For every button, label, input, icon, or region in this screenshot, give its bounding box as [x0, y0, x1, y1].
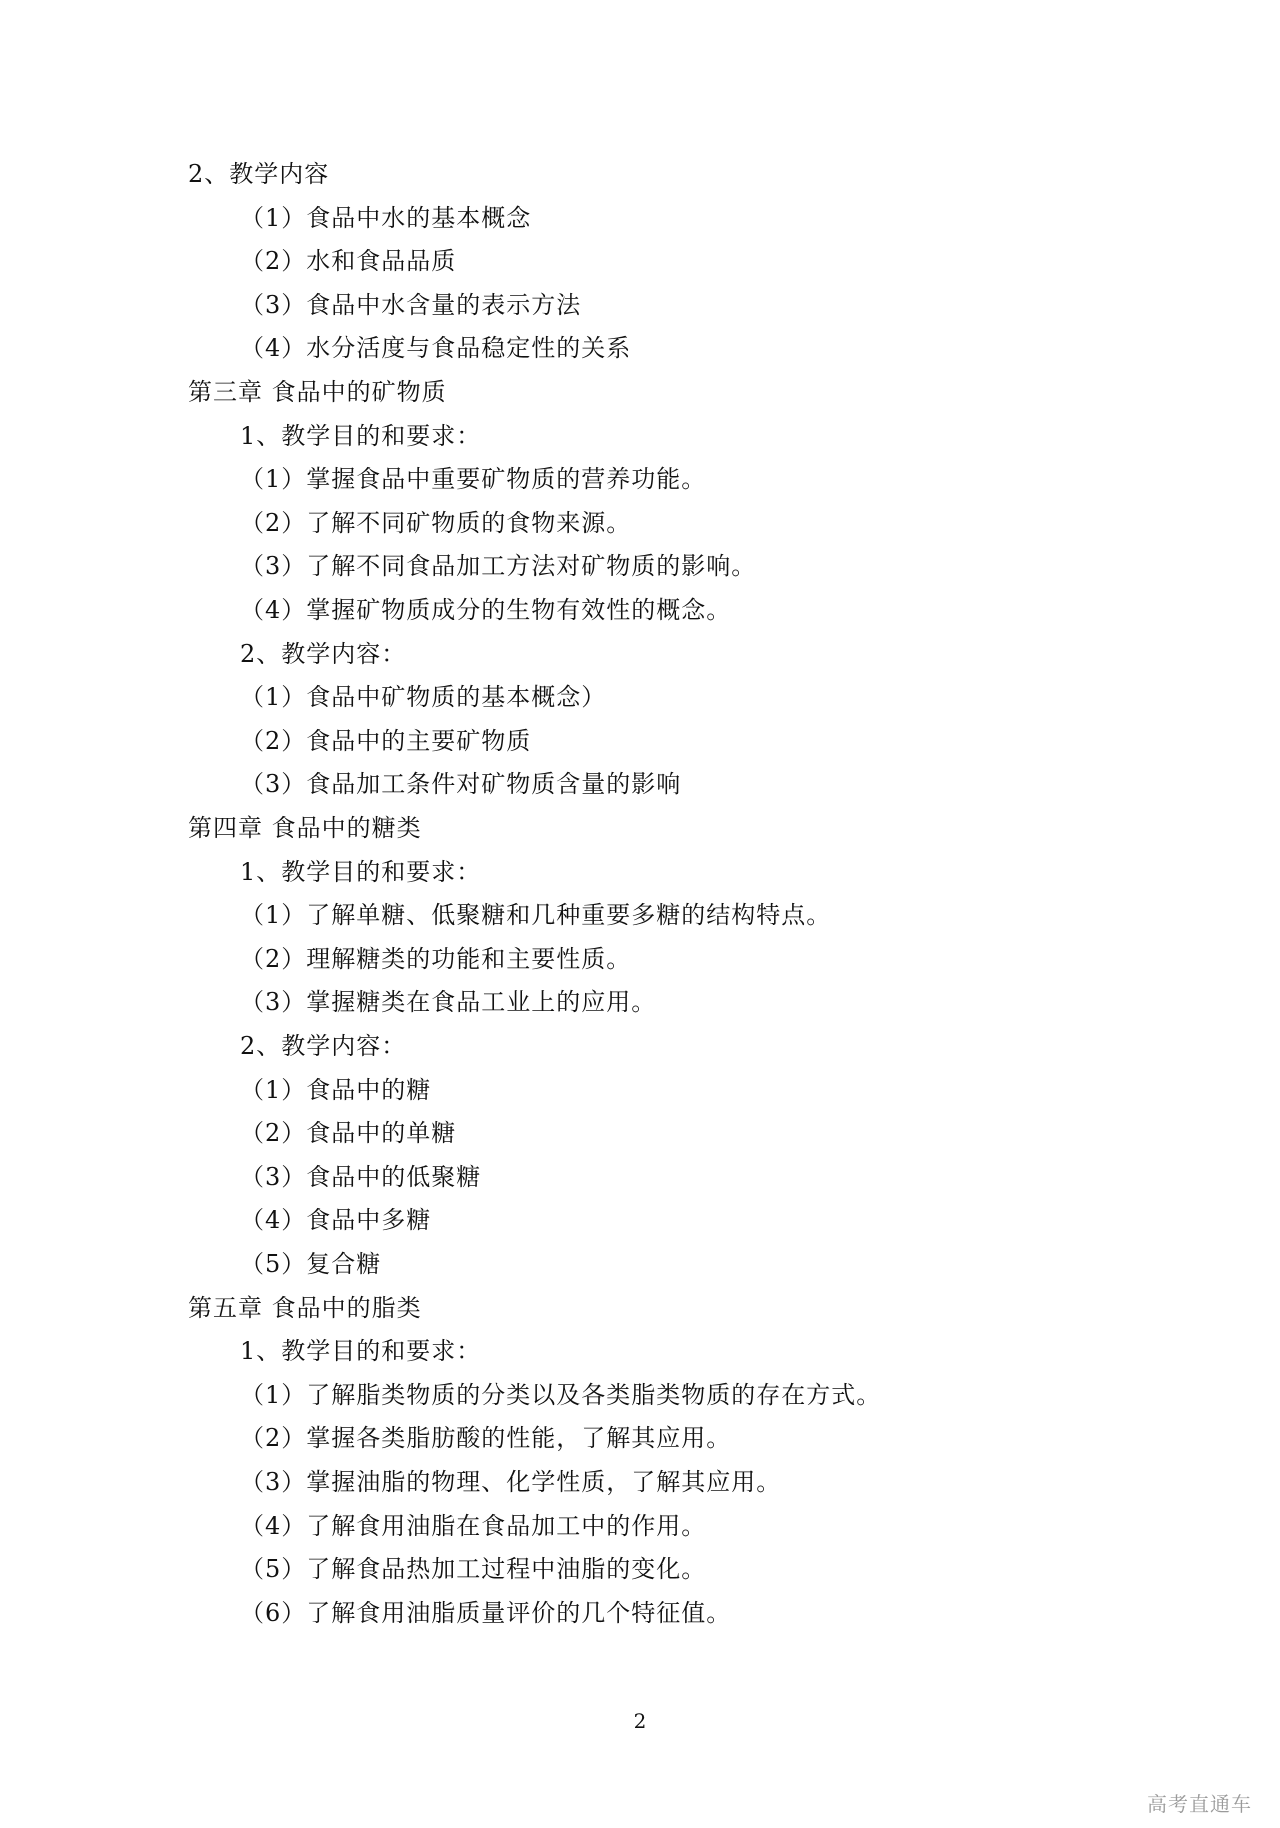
list-item: （1）食品中矿物质的基本概念） — [240, 683, 607, 711]
list-item: （3）掌握油脂的物理、化学性质，了解其应用。 — [240, 1468, 782, 1496]
section-heading: 1、教学目的和要求： — [240, 858, 482, 886]
section-heading: 1、教学目的和要求： — [240, 422, 482, 450]
list-item: （4）掌握矿物质成分的生物有效性的概念。 — [240, 596, 732, 624]
list-item: （2）水和食品品质 — [240, 247, 457, 275]
section-heading: 2、教学内容： — [240, 640, 407, 668]
list-item: （3）食品中水含量的表示方法 — [240, 291, 582, 319]
watermark-text: 高考直通车 — [1147, 1792, 1252, 1816]
list-item: （1）食品中的糖 — [240, 1076, 432, 1104]
list-item: （3）了解不同食品加工方法对矿物质的影响。 — [240, 552, 757, 580]
list-item: （4）水分活度与食品稳定性的关系 — [240, 334, 632, 362]
list-item: （3）掌握糖类在食品工业上的应用。 — [240, 988, 657, 1016]
list-item: （2）了解不同矿物质的食物来源。 — [240, 509, 632, 537]
list-item: （3）食品中的低聚糖 — [240, 1163, 482, 1191]
list-item: （1）了解脂类物质的分类以及各类脂类物质的存在方式。 — [240, 1381, 882, 1409]
chapter-heading: 第五章 食品中的脂类 — [188, 1294, 422, 1322]
list-item: （2）食品中的主要矿物质 — [240, 727, 532, 755]
list-item: （1）食品中水的基本概念 — [240, 204, 532, 232]
list-item: （1）掌握食品中重要矿物质的营养功能。 — [240, 465, 707, 493]
list-item: （6）了解食用油脂质量评价的几个特征值。 — [240, 1599, 732, 1627]
list-item: （3）食品加工条件对矿物质含量的影响 — [240, 770, 682, 798]
section-heading: 2、教学内容 — [188, 160, 330, 188]
section-heading: 2、教学内容： — [240, 1032, 407, 1060]
list-item: （5）了解食品热加工过程中油脂的变化。 — [240, 1555, 707, 1583]
list-item: （2）掌握各类脂肪酸的性能，了解其应用。 — [240, 1424, 732, 1452]
list-item: （2）食品中的单糖 — [240, 1119, 457, 1147]
chapter-heading: 第四章 食品中的糖类 — [188, 814, 422, 842]
section-heading: 1、教学目的和要求： — [240, 1337, 482, 1365]
list-item: （2）理解糖类的功能和主要性质。 — [240, 945, 632, 973]
list-item: （4）了解食用油脂在食品加工中的作用。 — [240, 1512, 707, 1540]
list-item: （5）复合糖 — [240, 1250, 382, 1278]
page-number: 2 — [633, 1709, 647, 1733]
chapter-heading: 第三章 食品中的矿物质 — [188, 378, 447, 406]
list-item: （1）了解单糖、低聚糖和几种重要多糖的结构特点。 — [240, 901, 832, 929]
list-item: （4）食品中多糖 — [240, 1206, 432, 1234]
